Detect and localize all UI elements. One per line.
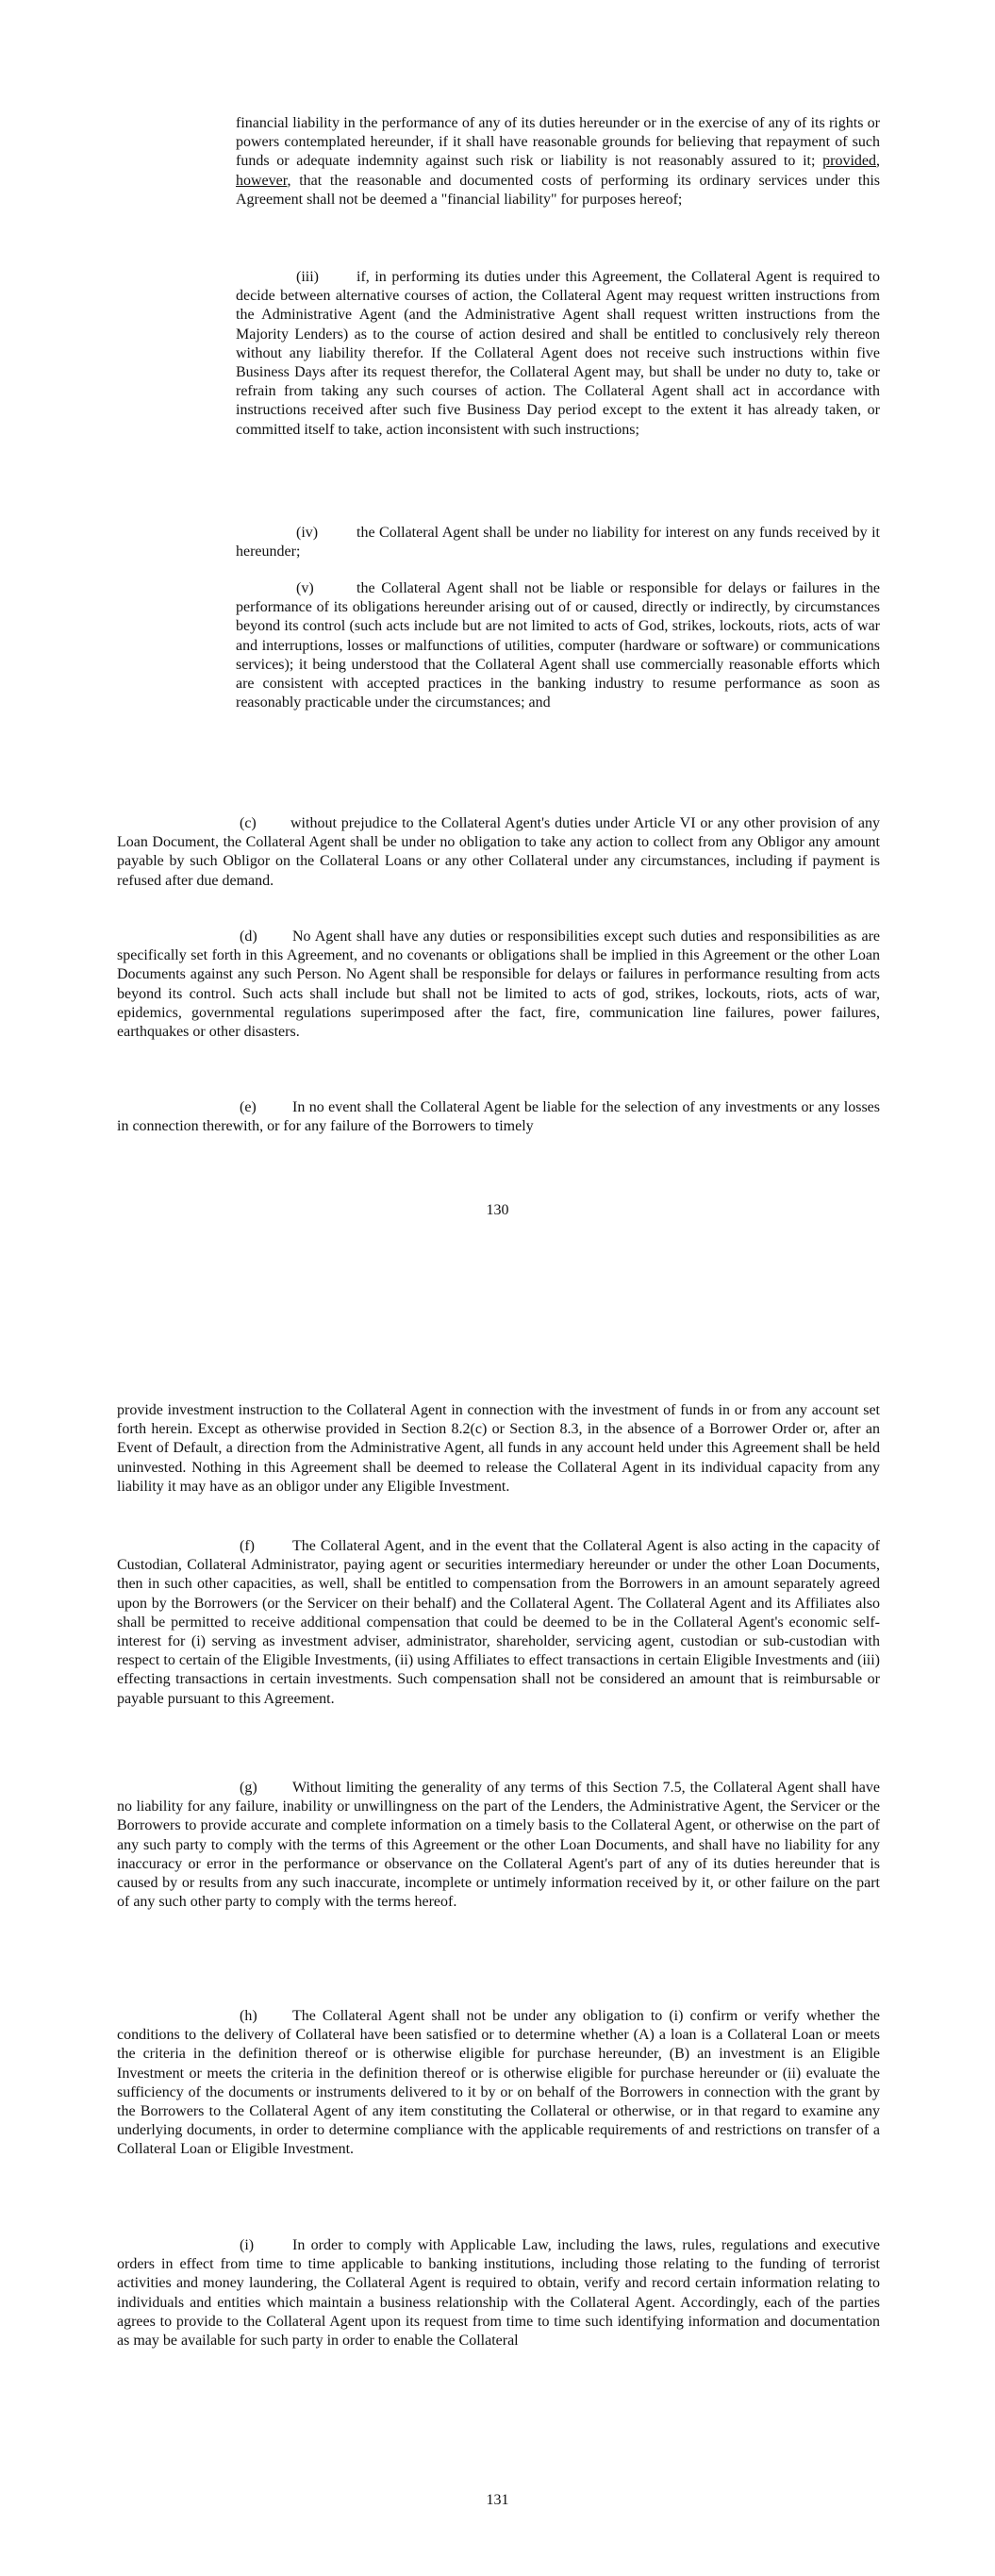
- paragraph-label: (i): [240, 2237, 255, 2253]
- page-number: 131: [486, 2492, 509, 2508]
- paragraph-c: (c) without prejudice to the Collateral Agent's duties under Article VI or any other provision of any Loan Document, the Collateral Agent shall be under no obligation to take any action to collect from any Obligor any amount payable by such Obligor on the Collateral Loans or any other Collateral under any circumstances, including if payment is refused after due demand.: [117, 815, 880, 889]
- paragraph-e: (e) In no event shall the Collateral Agent be liable for the selection of any investments or any losses in connection therewith, or for any failure of the Borrowers to timely: [117, 1099, 880, 1135]
- paragraph-label: (iii): [296, 269, 319, 285]
- paragraph-label: (v): [296, 580, 314, 596]
- page-number: 130: [486, 1202, 509, 1218]
- paragraph-d: (d) No Agent shall have any duties or responsibilities except such duties and responsibilities as are specifically set forth in this Agreement, and no covenants or obligations shall be implied in this Agreement or the other Loan Documents against any such Person. No Agent shall be responsible for delays or failures in performance resulting from acts beyond its control. Such acts shall include but shall not be limited to acts of god, strikes, lockouts, riots, acts of war, epidemics, governmental regulations superimposed after the fact, fire, communication line failures, power failures, earthquakes or other disasters.: [117, 928, 880, 1041]
- paragraph-continuation: financial liability in the performance of any of its duties hereunder or in the exercise of any of its rights or powers contemplated hereunder, if it shall have reasonable grounds for believing that repayment of such funds or adequate indemnity against such risk or liability is not reasonably assured to it; provided, however, that the reasonable and documented costs of performing its ordinary services under this Agreement shall not be deemed a "financial liability" for purposes hereof;: [236, 115, 881, 208]
- however-term: however: [236, 172, 288, 189]
- paragraph-i: (i) In order to comply with Applicable Law, including the laws, rules, regulations and executive orders in effect from time to time applicable to banking institutions, including those relating to the funding of terrorist activities and money laundering, the Collateral Agent is required to obtain, verify and record certain information relating to individuals and entities which maintain a business relationship with the Collateral Agent. Accordingly, each of the parties agrees to provide to the Collateral Agent upon its request from time to time such identifying information and documentation as may be available for such party in order to enable the Collateral: [117, 2237, 880, 2350]
- paragraph-iii: (iii) if, in performing its duties under this Agreement, the Collateral Agent is required to decide between alternative courses of action, the Collateral Agent may request written instructions from the Administrative Agent (and the Administrative Agent shall request written instructions from the Majority Lenders) as to the course of action desired and shall be entitled to conclusively rely thereon without any liability therefor. If the Collateral Agent does not receive such instructions within five Business Days after its request therefor, the Collateral Agent may, but shall be under no duty to, take or refrain from taking any such courses of action. The Collateral Agent shall act in accordance with instructions received after such five Business Day period except to the extent it has already taken, or committed itself to take, action inconsistent with such instructions;: [236, 269, 880, 438]
- paragraph-g: (g) Without limiting the generality of any terms of this Section 7.5, the Collateral Agent shall have no liability for any failure, inability or unwillingness on the part of the Lenders, the Administrative Agent, the Servicer or the Borrowers to provide accurate and complete information on a timely basis to the Collateral Agent, or otherwise on the part of any such party to comply with the terms of this Agreement or the other Loan Documents, and shall have no liability for any inaccuracy or error in the performance or observance on the Collateral Agent's part of any of its duties hereunder that is caused by or results from any such inaccurate, incomplete or untimely information received by it, or other failure on the part of any such other party to comply with the terms hereof.: [117, 1780, 880, 1911]
- paragraph-continuation: provide investment instruction to the Collateral Agent in connection with the investment of funds in or from any account set forth herein. Except as otherwise provided in Section 8.2(c) or Section 8.3, in the absence of a Borrower Order or, after an Event of Default, a direction from the Administrative Agent, all funds in any account held under this Agreement shall be held uninvested. Nothing in this Agreement shall be deemed to release the Collateral Agent in its individual capacity from any liability it may have as an obligor under any Eligible Investment.: [117, 1402, 880, 1495]
- paragraph-label: (iv): [296, 525, 319, 541]
- paragraph-h: (h) The Collateral Agent shall not be under any obligation to (i) confirm or verify whether the conditions to the delivery of Collateral have been satisfied or to determine whether (A) a loan is a Collateral Loan or meets the criteria in the definition thereof or is otherwise eligible for purchase hereunder, (B) an investment is an Eligible Investment or meets the criteria in the definition thereof or is otherwise eligible for purchase hereunder or (ii) evaluate the sufficiency of the documents or instruments delivered to it by or on behalf of the Borrowers in connection with the grant by the Borrowers to the Collateral Agent of any item constituting the Collateral or otherwise, or in that regard to examine any underlying documents, in order to determine compliance with the applicable requirements of and restrictions on transfer of a Collateral Loan or Eligible Investment.: [117, 2008, 880, 2158]
- provided-term: provided: [822, 153, 877, 170]
- paragraph-label: (c): [240, 815, 257, 831]
- paragraph-label: (g): [240, 1780, 257, 1796]
- paragraph-iv: (iv) the Collateral Agent shall be under no liability for interest on any funds received by it hereunder;: [236, 525, 880, 560]
- paragraph-label: (d): [240, 928, 257, 945]
- paragraph-f: (f) The Collateral Agent, and in the event that the Collateral Agent is also acting in the capacity of Custodian, Collateral Administrator, paying agent or securities intermediary hereunder or under the other Loan Documents, then in such other capacities, as well, shall be entitled to compensation from the Borrowers in an amount separately agreed upon by the Borrowers (or the Servicer on their behalf) and the Collateral Agent. The Collateral Agent and its Affiliates also shall be permitted to receive additional compensation that could be deemed to be in the Collateral Agent's economic self-interest for (i) serving as investment adviser, administrator, shareholder, servicing agent, custodian or sub-custodian with respect to certain of the Eligible Investments, (ii) using Affiliates to effect transactions in certain Eligible Investments and (iii) effecting transactions in certain investments. Such compensation shall not be considered an amount that is reimbursable or payable pursuant to this Agreement.: [117, 1538, 880, 1707]
- paragraph-v: (v) the Collateral Agent shall not be liable or responsible for delays or failures in the performance of its obligations hereunder arising out of or caused, directly or indirectly, by circumstances beyond its control (such acts include but are not limited to acts of God, strikes, lockouts, riots, acts of war and interruptions, losses or malfunctions of utilities, computer (hardware or software) or communications services); it being understood that the Collateral Agent shall use commercially reasonable efforts which are consistent with accepted practices in the banking industry to resume performance as soon as reasonably practicable under the circumstances; and: [236, 580, 880, 711]
- paragraph-label: (h): [240, 2008, 257, 2024]
- paragraph-label: (f): [240, 1538, 255, 1554]
- paragraph-label: (e): [240, 1099, 257, 1115]
- page-131: [0, 1288, 995, 2576]
